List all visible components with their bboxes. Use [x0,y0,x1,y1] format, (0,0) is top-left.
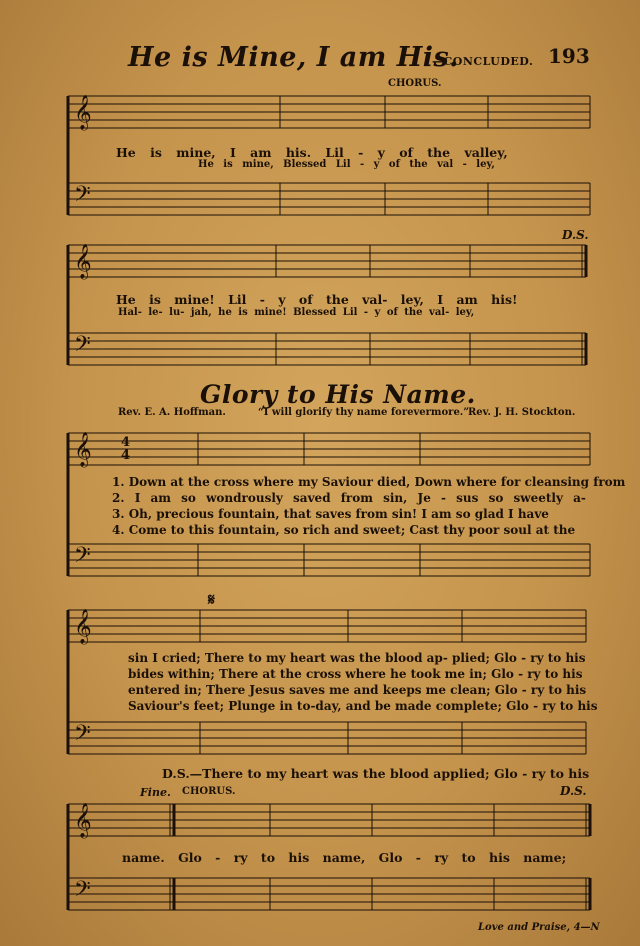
hymn2-system1-bass-staff [0,544,640,584]
svg-text:𝄞: 𝄞 [74,244,92,279]
verse-line-4: 4. Come to this fountain, so rich and sweet; Cast thy poor soul at the [112,523,576,537]
time-sig-top: 4 [121,435,131,450]
svg-text:𝄢: 𝄢 [74,332,91,362]
hymn2-verses-sys1 [112,474,625,538]
hymn2-ds-label: D.S. [560,784,587,798]
verse-cont-3: entered in; There Jesus saves me and keeps me clean; Glo - ry to his [128,683,587,697]
hymn1-sys2-lyric-a: He is mine! Lil - y of the val- ley, I am his! [116,292,518,307]
time-sig-bottom: 4 [121,448,131,463]
hymn2-scripture: “I will glorify thy name forevermore.” [258,407,470,418]
hymn1-ds-label: D.S. [562,228,589,242]
hymn1-concluded: —CONCLUDED. [432,55,534,68]
page-number: 193 [548,44,590,68]
svg-text:𝄞: 𝄞 [74,432,92,467]
hymn2-system3-treble-staff [0,804,640,844]
hymn2-system2-bass-staff [0,722,640,762]
hymn1-sys1-lyric-a: He is mine, I am his. Lil - y of the valley, [116,145,508,160]
hymn2-verses-sys2 [128,650,598,714]
hymn1-sys1-lyric-b: He is mine, Blessed Lil - y of the val - ley, [198,159,495,170]
hymn2-title: Glory to His Name. [200,380,476,409]
svg-text:𝄢: 𝄢 [74,543,91,573]
hymn1-sys2-lyric-b: Hal- le- lu- jah, he is mine! Blessed Lil - y of the val- ley, [118,307,475,318]
hymn1-system1-bass-staff [0,183,640,223]
hymn2-system3-bass-staff [0,878,640,918]
verse-line-3: 3. Oh, precious fountain, that saves from sin! I am so glad I have [112,507,549,521]
hymn2-author: Rev. E. A. Hoffman. [118,407,226,418]
svg-text:𝄢: 𝄢 [74,721,91,751]
hymn2-chorus-lyric: name. Glo - ry to his name, Glo - ry to his name; [122,850,567,865]
hymn1-system1-treble-staff [0,96,640,136]
verse-line-1: 1. Down at the cross where my Saviour died, Down where for cleansing from [112,475,626,489]
hymn2-ds-line: D.S.—There to my heart was the blood applied; Glo - ry to his [162,766,590,781]
svg-text:𝄢: 𝄢 [74,877,91,907]
hymn2-chorus-label: CHORUS. [182,786,236,797]
hymn2-system2-treble-staff [0,610,640,650]
segno-sign: 𝄋 [208,590,215,609]
hymn2-system1-treble-staff [0,433,640,473]
hymn1-chorus-label: CHORUS. [388,78,442,89]
hymn2-composer: Rev. J. H. Stockton. [468,407,576,418]
svg-text:𝄢: 𝄢 [74,182,91,212]
hymn1-title: He is Mine, I am His. [128,42,460,73]
footer-signature: Love and Praise, 4—N [478,922,600,933]
verse-cont-1: sin I cried; There to my heart was the blood ap- plied; Glo - ry to his [128,651,586,665]
verse-cont-4: Saviour's feet; Plunge in to-day, and be made complete; Glo - ry to his [128,699,598,713]
verse-cont-2: bides within; There at the cross where he took me in; Glo - ry to his [128,667,583,681]
fine-label: Fine. [140,786,171,799]
hymn1-system2-bass-staff [0,333,640,373]
hymn1-system2-treble-staff [0,245,640,285]
verse-line-2: 2. I am so wondrously saved from sin, Je - sus so sweetly a- [112,491,586,505]
svg-text:𝄞: 𝄞 [74,95,92,130]
svg-text:𝄞: 𝄞 [74,803,92,838]
svg-text:𝄞: 𝄞 [74,609,92,644]
hymn2-time-signature [121,436,130,462]
